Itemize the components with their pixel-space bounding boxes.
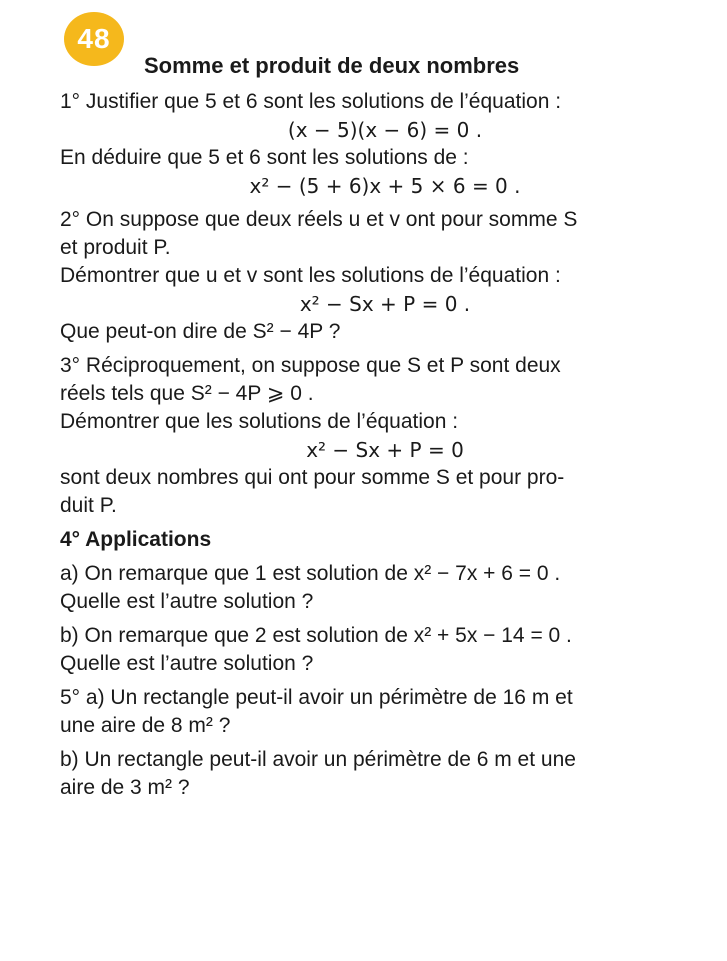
q5-a-statement: 5° a) Un rectangle peut-il avoir un périmètre de 16 m et	[60, 686, 573, 709]
q3-statement-5: duit P.	[60, 494, 117, 517]
exercise-body	[60, 88, 710, 802]
q3-equation: x² − Sx + P = 0	[306, 438, 464, 462]
q5-b-question: aire de 3 m² ?	[60, 776, 190, 799]
q2-statement-3: Démontrer que u et v sont les solutions de l’équation :	[60, 264, 561, 287]
q4-a-statement: a) On remarque que 1 est solution de x² − 7x + 6 = 0 .	[60, 562, 561, 585]
exercise-number-badge: 48	[64, 12, 124, 66]
q1-equation-2: x² − (5 + 6)x + 5 × 6 = 0 .	[249, 174, 521, 198]
q4-a-question: Quelle est l’autre solution ?	[60, 590, 314, 613]
q2-statement-2: et produit P.	[60, 236, 171, 259]
q2-statement-1: 2° On suppose que deux réels u et v ont pour somme S	[60, 208, 578, 231]
q1-equation-1: (x − 5)(x − 6) = 0 .	[287, 118, 483, 142]
q5-a-question: une aire de 8 m² ?	[60, 714, 231, 737]
q4-b-question: Quelle est l’autre solution ?	[60, 652, 314, 675]
q1-statement: 1° Justifier que 5 et 6 sont les solutions de l’équation :	[60, 90, 562, 113]
q2-question: Que peut-on dire de S² − 4P ?	[60, 320, 341, 343]
q3-statement-1: 3° Réciproquement, on suppose que S et P sont deux	[60, 354, 561, 377]
q4-b-statement: b) On remarque que 2 est solution de x² + 5x − 14 = 0 .	[60, 624, 572, 647]
q3-statement-4: sont deux nombres qui ont pour somme S et pour pro-	[60, 466, 565, 489]
q4-heading: 4° Applications	[60, 528, 212, 551]
q5-b-statement: b) Un rectangle peut-il avoir un périmètre de 6 m et une	[60, 748, 576, 771]
exercise-title: Somme et produit de deux nombres	[144, 53, 520, 78]
q3-statement-2: réels tels que S² − 4P ⩾ 0 .	[60, 382, 314, 405]
q1-deduce: En déduire que 5 et 6 sont les solutions de :	[60, 146, 469, 169]
q2-equation: x² − Sx + P = 0 .	[299, 292, 471, 316]
q3-statement-3: Démontrer que les solutions de l’équation :	[60, 410, 459, 433]
